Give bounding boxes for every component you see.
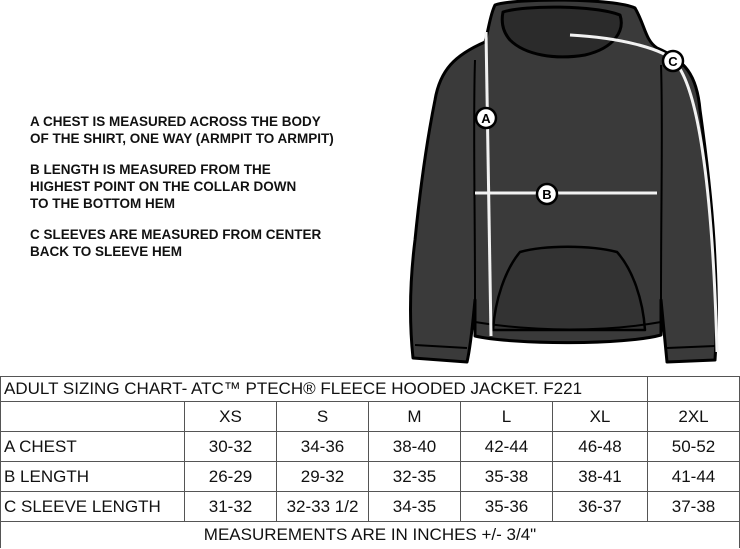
table-row: [1, 462, 740, 492]
chest-m: 38-40: [369, 432, 461, 462]
table-title-row: [1, 377, 740, 402]
size-s: S: [277, 402, 369, 432]
hoodie-sleeve-seam-left: [474, 60, 475, 300]
length-xl: 38-41: [553, 462, 648, 492]
length-s: 29-32: [277, 462, 369, 492]
sizing-chart-table: [0, 376, 740, 548]
marker-b: [537, 184, 557, 204]
table-row: [1, 432, 740, 462]
size-m: M: [369, 402, 461, 432]
sleeve-s: 32-33 1/2: [277, 492, 369, 522]
size-xs: XS: [185, 402, 277, 432]
size-2xl: 2XL: [648, 402, 740, 432]
marker-c: [663, 51, 683, 71]
marker-c-label: C: [668, 54, 678, 69]
length-2xl: 41-44: [648, 462, 740, 492]
length-m: 32-35: [369, 462, 461, 492]
marker-a-label: A: [481, 111, 491, 126]
chest-s: 34-36: [277, 432, 369, 462]
sleeve-xl: 36-37: [553, 492, 648, 522]
marker-a: [476, 108, 496, 128]
size-header-blank: [1, 402, 185, 432]
measurement-notes: [30, 113, 400, 274]
size-header-row: [1, 402, 740, 432]
sleeve-l: 35-36: [461, 492, 553, 522]
chest-xl: 46-48: [553, 432, 648, 462]
row-label-chest: A CHEST: [1, 432, 185, 462]
marker-b-label: B: [542, 187, 552, 202]
table-row: [1, 492, 740, 522]
row-label-sleeve: C SLEEVE LENGTH: [1, 492, 185, 522]
sleeve-2xl: 37-38: [648, 492, 740, 522]
hoodie-sleeve-seam-right: [661, 65, 662, 300]
table-title: ADULT SIZING CHART- ATC™ PTECH® FLEECE HOODED JACKET. F221: [1, 377, 648, 402]
chest-2xl: 50-52: [648, 432, 740, 462]
table-title-blank: [648, 377, 740, 402]
table-footer-row: [1, 522, 740, 549]
chest-xs: 30-32: [185, 432, 277, 462]
length-l: 35-38: [461, 462, 553, 492]
size-xl: XL: [553, 402, 648, 432]
length-xs: 26-29: [185, 462, 277, 492]
note-length: B LENGTH IS MEASURED FROM THE HIGHEST POINT ON THE COLLAR DOWN TO THE BOTTOM HEM: [30, 162, 297, 211]
chest-l: 42-44: [461, 432, 553, 462]
note-sleeve: C SLEEVES ARE MEASURED FROM CENTER BACK TO SLEEVE HEM: [30, 227, 322, 259]
size-l: L: [461, 402, 553, 432]
row-label-length: B LENGTH: [1, 462, 185, 492]
measurement-footnote: MEASUREMENTS ARE IN INCHES +/- 3/4": [1, 522, 740, 549]
hoodie-pocket: [493, 247, 645, 330]
hoodie-diagram: [395, 0, 740, 375]
sleeve-xs: 31-32: [185, 492, 277, 522]
sleeve-m: 34-35: [369, 492, 461, 522]
note-chest: A CHEST IS MEASURED ACROSS THE BODY OF THE SHIRT, ONE WAY (ARMPIT TO ARMPIT): [30, 114, 334, 146]
